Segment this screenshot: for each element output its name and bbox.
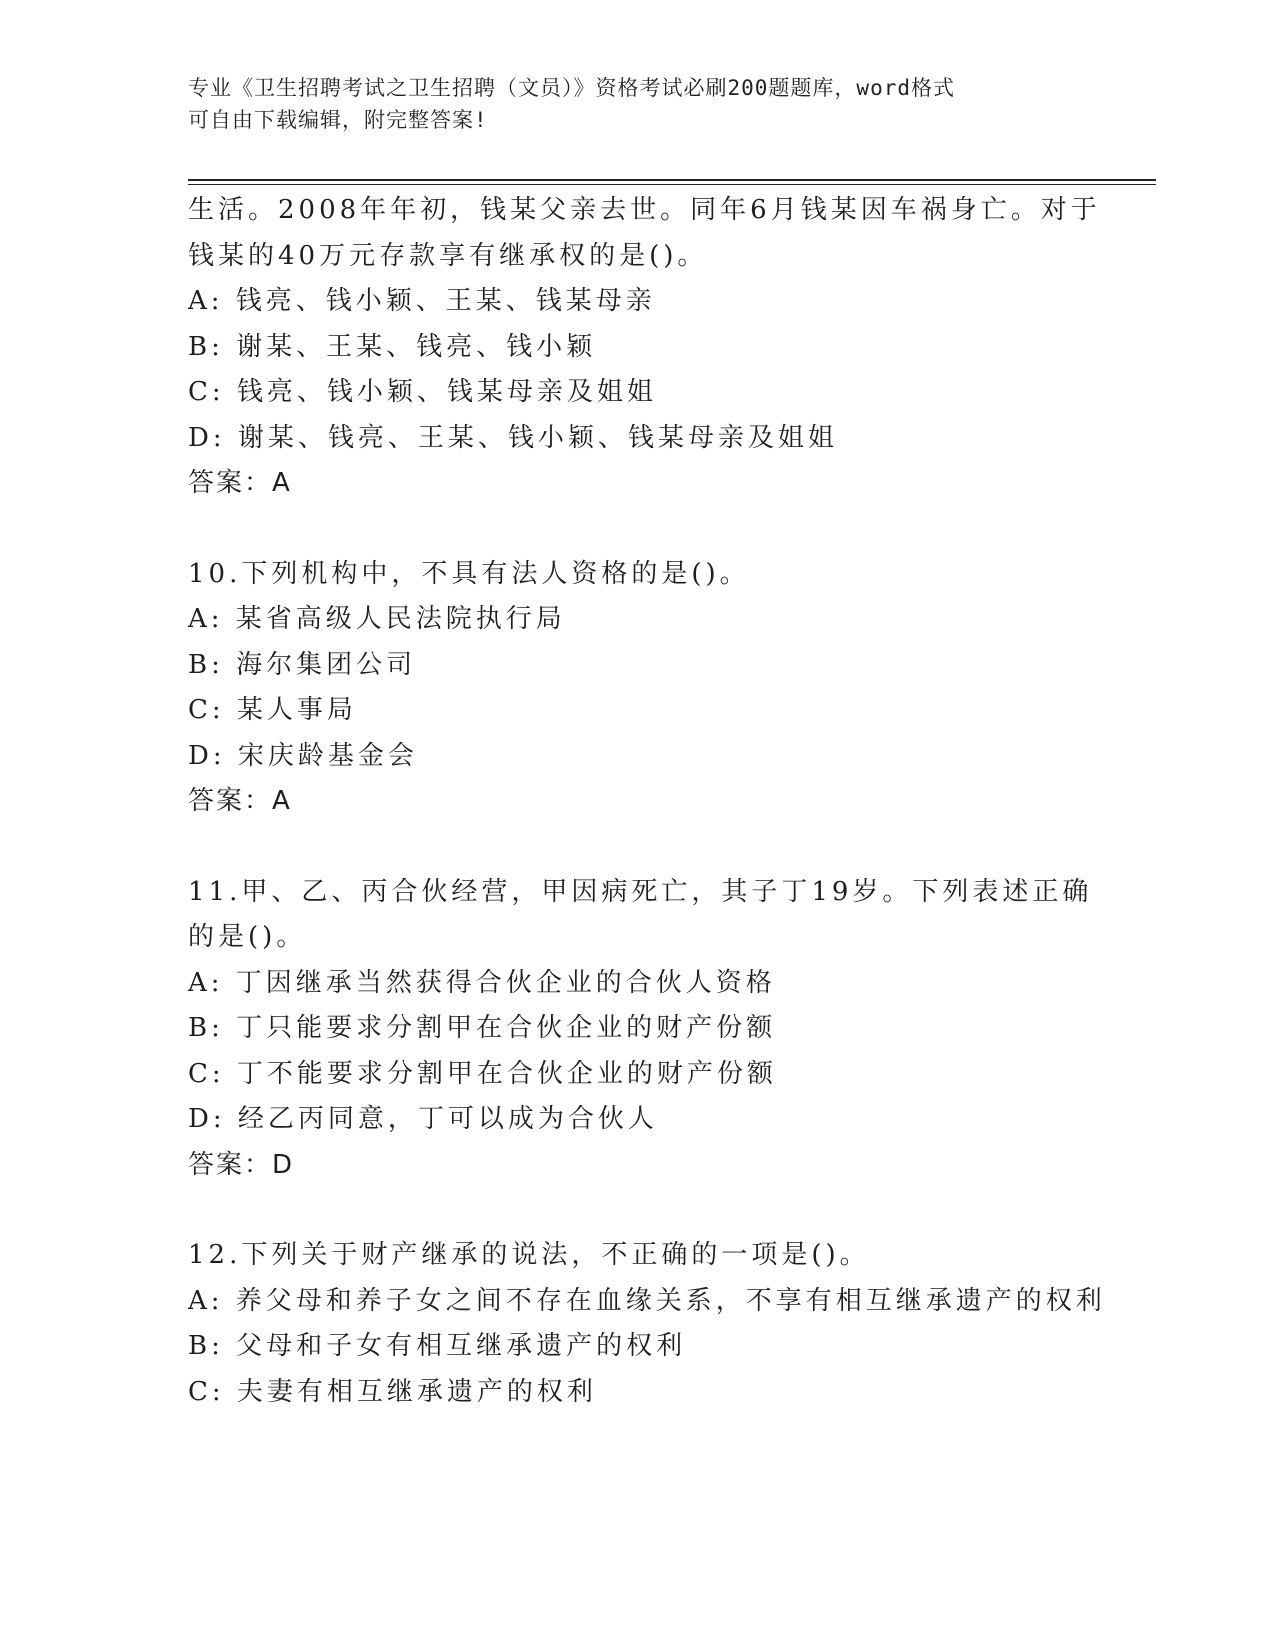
answer: 答案：A: [188, 468, 292, 498]
option-c: C: 丁不能要求分割甲在合伙企业的财产份额: [188, 1058, 777, 1089]
header-rule-thin: [188, 184, 1156, 185]
question-text: 生活。2008年年初，钱某父亲去世。同年6月钱某因车祸身亡。对于: [188, 195, 1101, 225]
option-b: B: 丁只能要求分割甲在合伙企业的财产份额: [188, 1013, 777, 1043]
question-block: [188, 552, 1088, 825]
question-list: [188, 188, 1106, 1415]
header-line-1: 专业《卫生招聘考试之卫生招聘（文员）》资格考试必刷200题题库，word格式: [188, 76, 955, 100]
question-text: 的是()。: [188, 922, 307, 952]
question-text: 11.甲、乙、丙合伙经营，甲因病死亡，其子丁19岁。下列表述正确: [188, 876, 1093, 907]
option-d: D: 宋庆龄基金会: [188, 740, 418, 771]
answer: 答案：A: [188, 786, 292, 816]
option-b: B: 谢某、王某、钱亮、钱小颖: [188, 331, 597, 362]
answer: 答案：D: [188, 1149, 295, 1180]
option-d: D: 经乙丙同意，丁可以成为合伙人: [188, 1104, 658, 1134]
question-text: 钱某的40万元存款享有继承权的是()。: [188, 240, 708, 271]
question-text: 12.下列关于财产继承的说法，不正确的一项是()。: [188, 1240, 870, 1270]
option-c: C: 钱亮、钱小颖、钱某母亲及姐姐: [188, 377, 657, 407]
header-rule-thick: [188, 179, 1156, 181]
option-d: D: 谢某、钱亮、王某、钱小颖、钱某母亲及姐姐: [188, 422, 838, 453]
question-text: 10.下列机构中，不具有法人资格的是()。: [188, 558, 750, 589]
option-a: A: 丁因继承当然获得合伙企业的合伙人资格: [188, 967, 776, 998]
option-b: B: 父母和子女有相互继承遗产的权利: [188, 1331, 687, 1361]
option-c: C: 夫妻有相互继承遗产的权利: [188, 1376, 597, 1407]
question-block: [188, 870, 1093, 1189]
option-a: A: 某省高级人民法院执行局: [188, 604, 566, 634]
option-c: C: 某人事局: [188, 695, 357, 725]
header-line-2: 可自由下载编辑，附完整答案!: [188, 108, 488, 132]
question-block: [188, 188, 1101, 507]
question-block: [188, 1233, 1106, 1415]
option-a: A: 养父母和养子女之间不存在血缘关系，不享有相互继承遗产的权利: [188, 1285, 1106, 1316]
document-header: [188, 72, 1088, 136]
option-b: B: 海尔集团公司: [188, 649, 417, 680]
option-a: A: 钱亮、钱小颖、王某、钱某母亲: [188, 286, 656, 316]
